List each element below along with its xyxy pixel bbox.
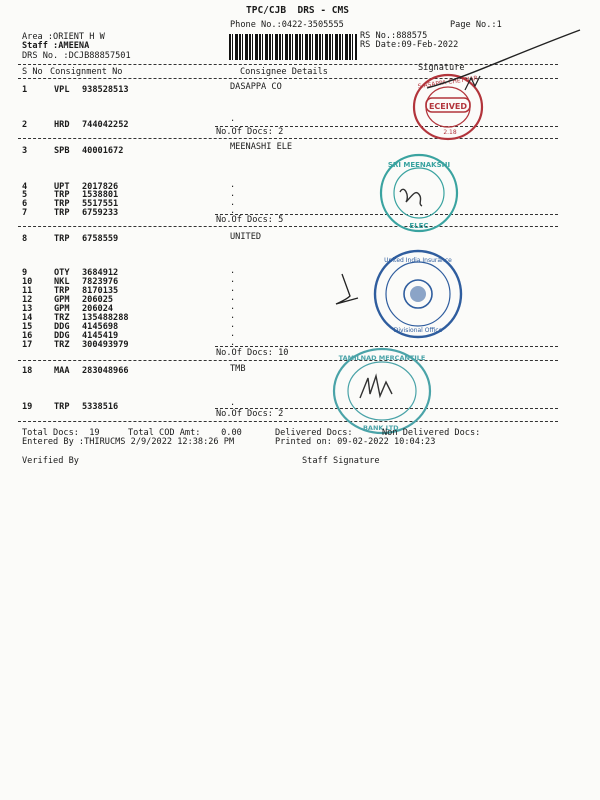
consignee-name: TMB xyxy=(230,364,246,374)
row-code: TRP xyxy=(54,286,70,296)
bullet-dot: . xyxy=(230,266,236,276)
bullet-dot: . xyxy=(230,206,236,216)
bullet-dot: . xyxy=(230,293,236,303)
row-sno: 13 xyxy=(22,304,33,314)
row-consignment-no: 7823976 xyxy=(82,277,119,287)
group-doc-count: No.Of Docs: 5 xyxy=(216,215,284,225)
bullet-dot: . xyxy=(230,114,236,124)
row-code: DDG xyxy=(54,322,70,332)
row-sno: 11 xyxy=(22,286,33,296)
signature-scribble xyxy=(332,272,362,308)
rs-date: RS Date:09-Feb-2022 xyxy=(360,40,459,50)
delivered-docs: Delivered Docs: xyxy=(275,428,353,438)
row-consignment-no: 2017826 xyxy=(82,182,119,192)
svg-text:ELEC: ELEC xyxy=(409,222,429,230)
area-label: Area :ORIENT H W xyxy=(22,32,105,42)
row-sno: 3 xyxy=(22,146,28,156)
row-sno: 10 xyxy=(22,277,33,287)
consignee-name: UNITED xyxy=(230,232,262,242)
bullet-dot: . xyxy=(230,329,236,339)
group-doc-count: No.Of Docs: 2 xyxy=(216,409,284,419)
row-consignment-no: 3684912 xyxy=(82,268,119,278)
bullet-dot: . xyxy=(230,275,236,285)
row-code: VPL xyxy=(54,85,70,95)
row-code: HRD xyxy=(54,120,70,130)
row-sno: 14 xyxy=(22,313,33,323)
col-header-sno: S No xyxy=(22,67,43,77)
svg-text:ECEIVED: ECEIVED xyxy=(428,102,468,111)
col-header-consignment: Consignment No xyxy=(50,67,123,77)
total-cod-amount: Total COD Amt: 0.00 xyxy=(128,428,242,438)
row-consignment-no: 744042252 xyxy=(82,120,129,130)
svg-text:United India Insurance: United India Insurance xyxy=(384,257,452,264)
row-sno: 6 xyxy=(22,199,28,209)
divider xyxy=(18,360,558,361)
bullet-dot: . xyxy=(230,311,236,321)
row-consignment-no: 206024 xyxy=(82,304,114,314)
col-header-consignee: Consignee Details xyxy=(240,67,328,77)
row-consignment-no: 5517551 xyxy=(82,199,119,209)
row-sno: 2 xyxy=(22,120,28,130)
row-code: TRP xyxy=(54,208,70,218)
svg-text:S.ASAPPA CHETTIAR: S.ASAPPA CHETTIAR xyxy=(417,74,479,91)
verified-by-label: Verified By xyxy=(22,456,79,466)
divider xyxy=(18,226,558,227)
barcode xyxy=(229,34,357,60)
svg-text:Divisional Office: Divisional Office xyxy=(393,327,443,334)
bullet-dot: . xyxy=(230,198,236,208)
row-sno: 5 xyxy=(22,190,28,200)
row-code: GPM xyxy=(54,304,70,314)
rs-number: RS No.:888575 xyxy=(360,31,428,41)
col-header-signature: Signature xyxy=(418,63,465,73)
meenakshi-stamp xyxy=(378,152,460,234)
printed-on: Printed on: 09-02-2022 10:04:23 xyxy=(275,437,436,447)
row-code: TRP xyxy=(54,234,70,244)
group-doc-count: No.Of Docs: 10 xyxy=(216,348,289,358)
row-consignment-no: 938528513 xyxy=(82,85,129,95)
row-consignment-no: 206025 xyxy=(82,295,114,305)
row-code: SPB xyxy=(54,146,70,156)
bullet-dot: . xyxy=(230,398,236,408)
row-code: MAA xyxy=(54,366,70,376)
row-code: UPT xyxy=(54,182,70,192)
row-consignment-no: 283048966 xyxy=(82,366,129,376)
non-delivered-docs: Non Delivered Docs: xyxy=(382,428,481,438)
svg-text:BANK LTD.: BANK LTD. xyxy=(362,424,402,432)
row-sno: 8 xyxy=(22,234,28,244)
row-sno: 16 xyxy=(22,331,33,341)
drs-number: DRS No. :DCJB88857501 xyxy=(22,51,131,61)
bank-stamp xyxy=(330,346,434,436)
page-number: Page No.:1 xyxy=(450,20,502,30)
row-sno: 9 xyxy=(22,268,28,278)
insurance-stamp xyxy=(372,248,464,340)
row-sno: 15 xyxy=(22,322,33,332)
row-consignment-no: 6758559 xyxy=(82,234,119,244)
row-code: TRZ xyxy=(54,340,70,350)
divider xyxy=(18,421,558,422)
consignee-name: DASAPPA CO xyxy=(230,82,282,92)
row-consignment-no: 135488288 xyxy=(82,313,129,323)
row-consignment-no: 1538801 xyxy=(82,190,119,200)
row-consignment-no: 40001672 xyxy=(82,146,124,156)
row-code: NKL xyxy=(54,277,70,287)
row-consignment-no: 300493979 xyxy=(82,340,129,350)
row-sno: 19 xyxy=(22,402,33,412)
entered-by: Entered By :THIRUCMS 2/9/2022 12:38:26 PM xyxy=(22,437,235,447)
staff-label: Staff :AMEENA xyxy=(22,41,90,51)
signature-scribble xyxy=(425,28,585,98)
row-code: GPM xyxy=(54,295,70,305)
bullet-dot: . xyxy=(230,338,236,348)
row-code: OTY xyxy=(54,268,70,278)
row-sno: 7 xyxy=(22,208,28,218)
bullet-dot: . xyxy=(230,180,236,190)
bullet-dot: . xyxy=(230,320,236,330)
total-docs: Total Docs: 19 xyxy=(22,428,100,438)
row-code: TRZ xyxy=(54,313,70,323)
group-doc-count: No.Of Docs: 2 xyxy=(216,127,284,137)
doc-title: TPC/CJB DRS - CMS xyxy=(246,5,349,16)
staff-signature-label: Staff Signature xyxy=(302,456,380,466)
row-consignment-no: 4145698 xyxy=(82,322,119,332)
svg-text:SRI MEENAKSHI: SRI MEENAKSHI xyxy=(387,161,451,169)
bullet-dot: . xyxy=(230,284,236,294)
row-code: DDG xyxy=(54,331,70,341)
phone-number: Phone No.:0422-3505555 xyxy=(230,20,344,30)
row-sno: 1 xyxy=(22,85,28,95)
bullet-dot: . xyxy=(230,189,236,199)
row-sno: 4 xyxy=(22,182,28,192)
row-code: TRP xyxy=(54,199,70,209)
svg-text:2.18: 2.18 xyxy=(443,129,457,136)
row-sno: 12 xyxy=(22,295,33,305)
row-consignment-no: 4145419 xyxy=(82,331,119,341)
bullet-dot: . xyxy=(230,302,236,312)
row-consignment-no: 5338516 xyxy=(82,402,119,412)
row-code: TRP xyxy=(54,402,70,412)
row-consignment-no: 6759233 xyxy=(82,208,119,218)
row-sno: 18 xyxy=(22,366,33,376)
row-sno: 17 xyxy=(22,340,33,350)
svg-text:TAMILNAD MERCANTILE: TAMILNAD MERCANTILE xyxy=(338,354,426,362)
consignee-name: MEENASHI ELE xyxy=(230,142,293,152)
row-consignment-no: 8170135 xyxy=(82,286,119,296)
row-code: TRP xyxy=(54,190,70,200)
